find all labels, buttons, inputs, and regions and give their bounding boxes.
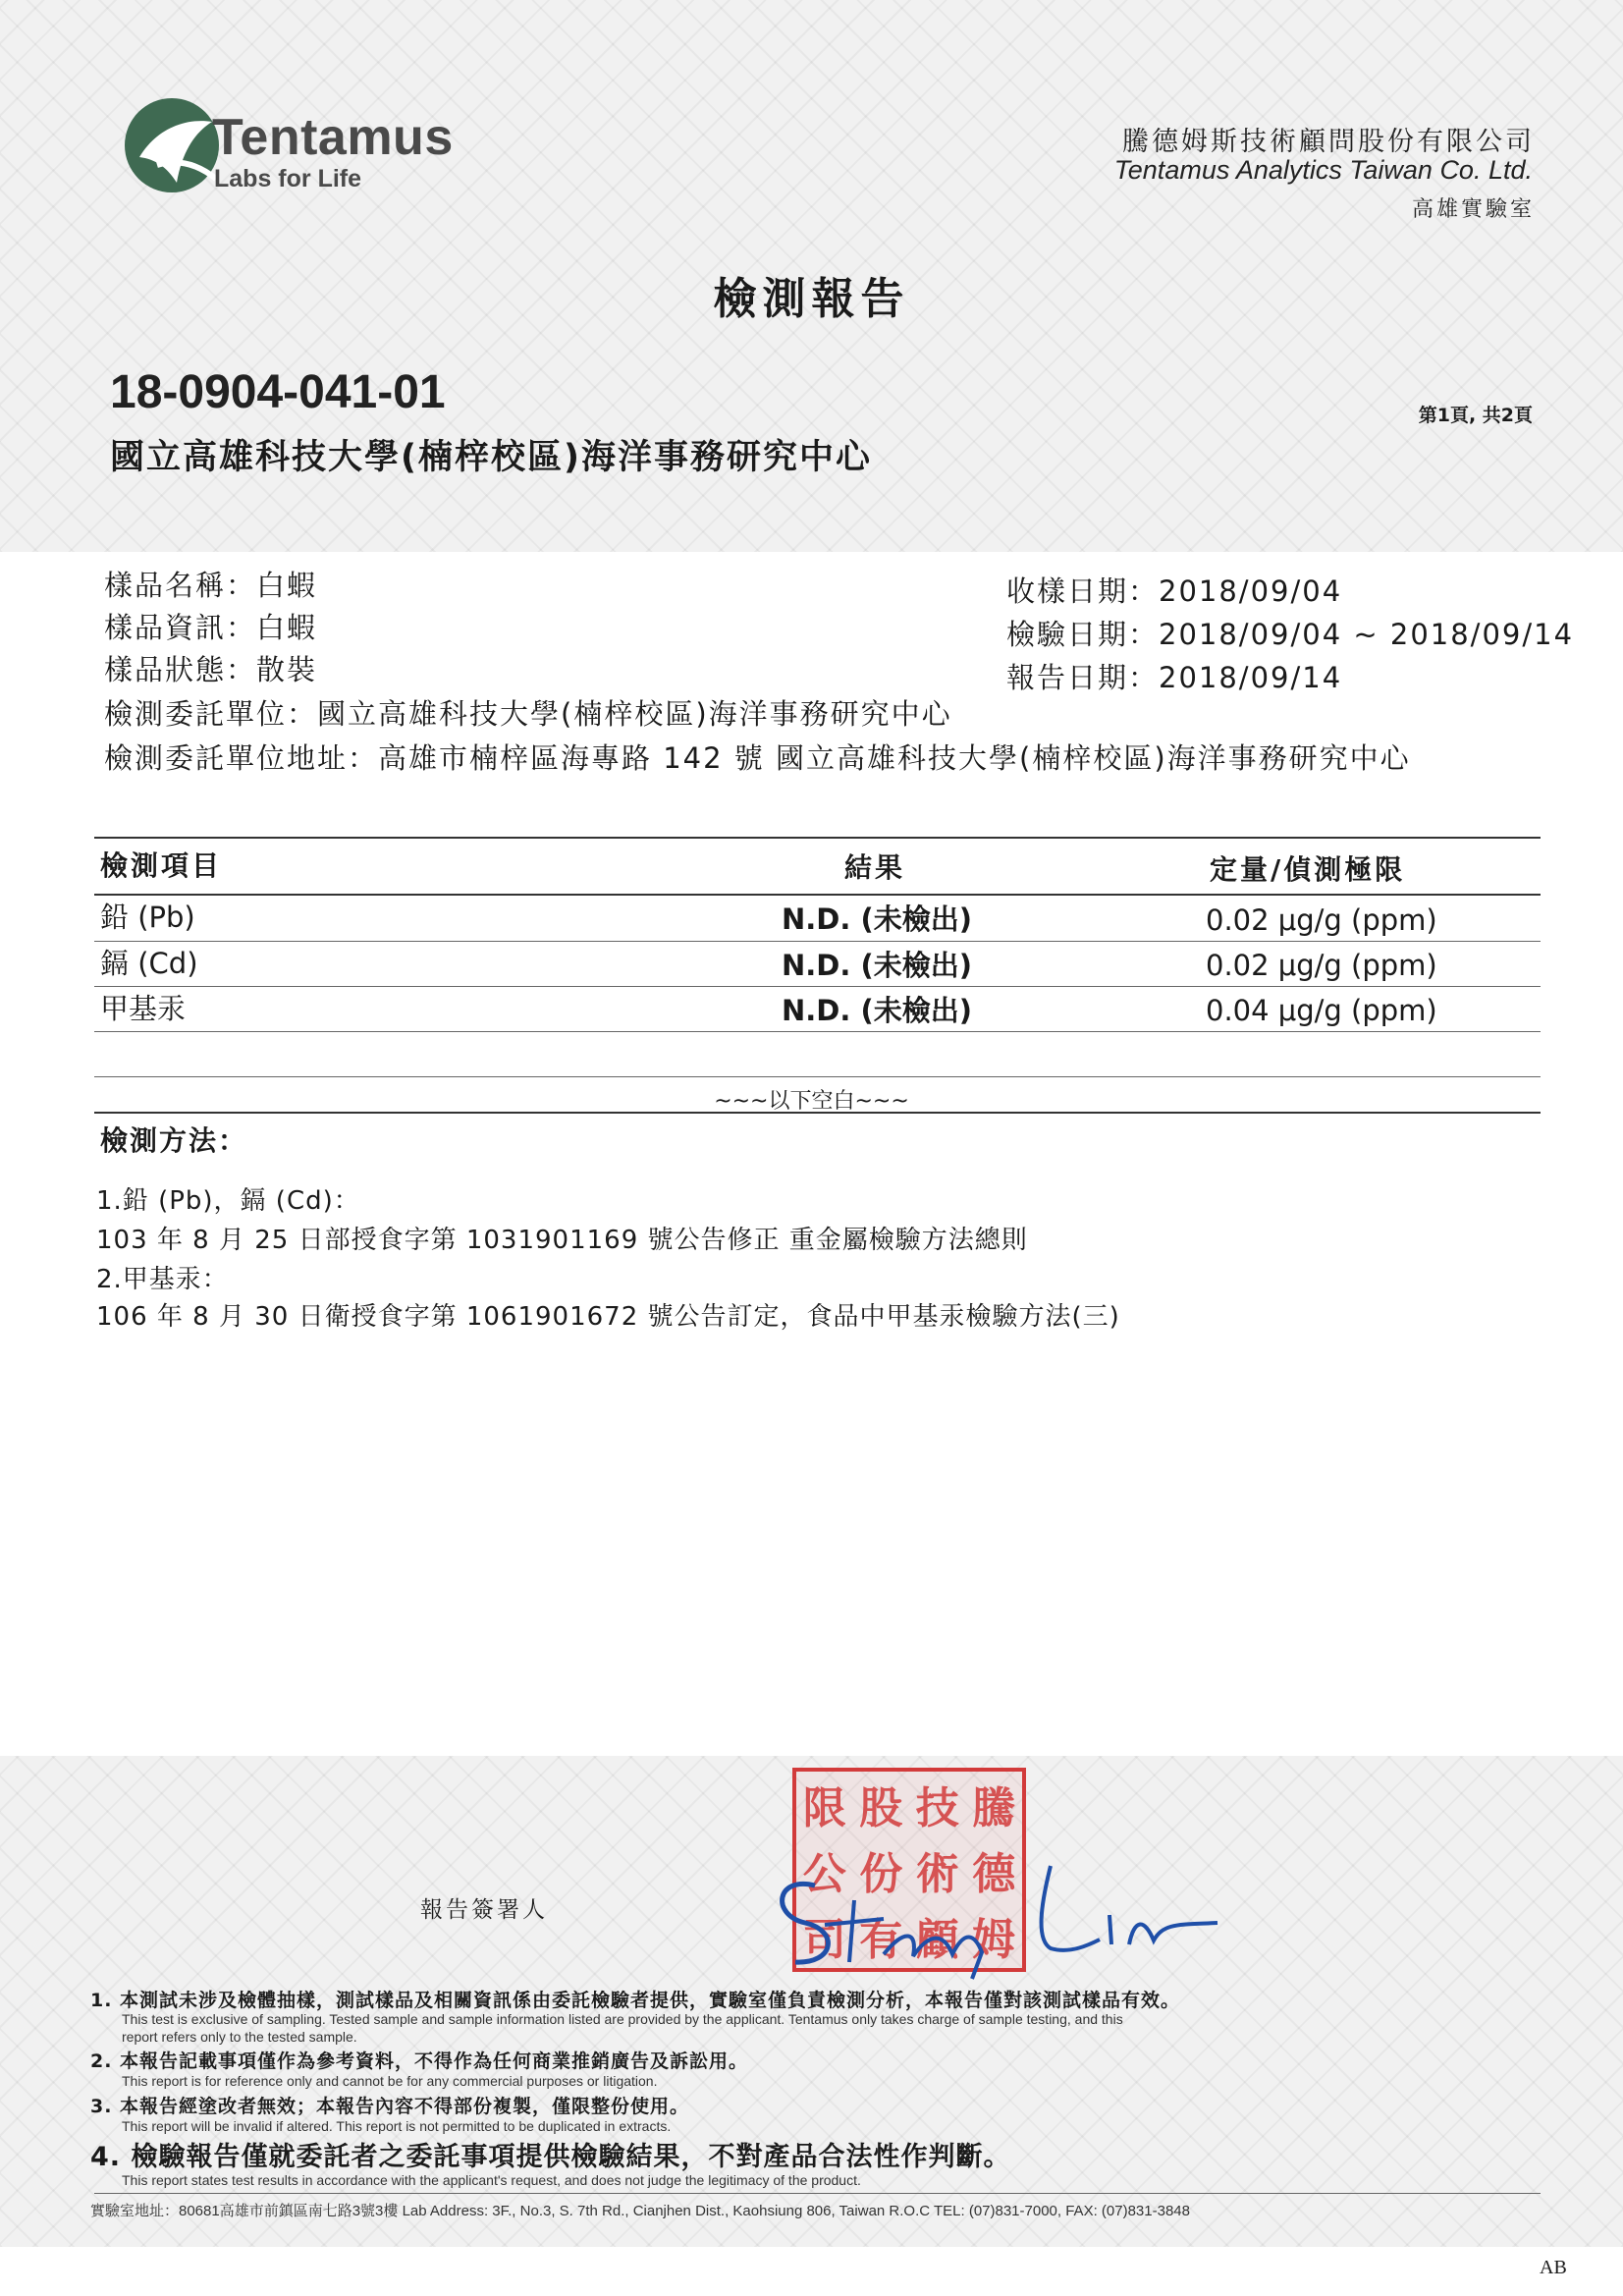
- row-limit: 0.02 μg/g (ppm): [1206, 949, 1437, 982]
- row-result: N.D. (未檢出): [782, 949, 972, 982]
- signatory-label: 報告簽署人: [420, 1897, 548, 1923]
- row-limit: 0.02 μg/g (ppm): [1206, 903, 1437, 937]
- blank-rule: [94, 1076, 1541, 1077]
- row-rule: [94, 1031, 1541, 1032]
- col-header-limit: 定量/偵測極限: [1210, 853, 1406, 886]
- row-limit: 0.04 μg/g (ppm): [1206, 994, 1437, 1027]
- method-line: 106 年 8 月 30 日衛授食字第 1061901672 號公告訂定，食品中甲基汞檢驗方法(三): [96, 1302, 1120, 1332]
- company-name-en: Tentamus Analytics Taiwan Co. Ltd.: [1113, 155, 1533, 185]
- table-header-rule: [94, 894, 1541, 896]
- note-3-cn: 3. 本報告經塗改者無效；本報告內容不得部份複製，僅限整份使用。: [90, 2096, 690, 2117]
- sample-name: 樣品名稱：白蝦: [104, 569, 318, 602]
- col-header-result: 結果: [844, 851, 906, 884]
- client-title: 國立高雄科技大學(楠梓校區)海洋事務研究中心: [110, 438, 872, 477]
- brand-tagline: Labs for Life: [214, 165, 362, 192]
- row-rule: [94, 941, 1541, 942]
- row-result: N.D. (未檢出): [782, 902, 972, 936]
- sample-state: 樣品狀態：散裝: [104, 653, 318, 686]
- methods-heading: 檢測方法：: [100, 1124, 248, 1157]
- note-2-en: This report is for reference only and cannot be for any commercial purposes or litigation.: [122, 2073, 658, 2089]
- brand-name: Tentamus: [212, 109, 454, 166]
- client-unit: 檢測委託單位：國立高雄科技大學(楠梓校區)海洋事務研究中心: [104, 697, 952, 731]
- test-date: 檢驗日期：2018/09/04 ~ 2018/09/14: [1006, 618, 1575, 651]
- row-item: 鎘 (Cd): [100, 947, 198, 980]
- report-date: 報告日期：2018/09/14: [1006, 661, 1343, 694]
- note-4-cn: 4. 檢驗報告僅就委託者之委託事項提供檢驗結果，不對產品合法性作判斷。: [90, 2142, 1011, 2172]
- note-4-en: This report states test results in accordance with the applicant's request, and does not judge the legitimacy of the product.: [122, 2172, 861, 2188]
- logo-mark-icon: [118, 88, 226, 196]
- note-1-en: This test is exclusive of sampling. Tested sample and sample information listed are provided by the applicant. Tentamus only takes charge of sample testing, and this: [122, 2011, 1123, 2027]
- page-indicator: 第1頁, 共2頁: [1418, 405, 1533, 426]
- row-result: N.D. (未檢出): [782, 994, 972, 1027]
- table-bottom-rule: [94, 1112, 1541, 1114]
- end-marker: ~~~以下空白~~~: [714, 1089, 909, 1114]
- company-name-cn: 騰德姆斯技術顧問股份有限公司: [1122, 127, 1535, 157]
- report-number: 18-0904-041-01: [110, 366, 446, 418]
- row-item: 甲基汞: [100, 992, 187, 1025]
- method-line: 1.鉛 (Pb)，鎘 (Cd)：: [96, 1186, 360, 1216]
- note-2-cn: 2. 本報告記載事項僅作為參考資料，不得作為任何商業推銷廣告及訴訟用。: [90, 2050, 749, 2072]
- signature-scrawl: [756, 1846, 1227, 1984]
- lab-name: 高雄實驗室: [1411, 197, 1535, 222]
- row-item: 鉛 (Pb): [100, 901, 195, 934]
- table-top-rule: [94, 837, 1541, 839]
- initials: AB: [1540, 2257, 1567, 2278]
- lab-address: 實驗室地址：80681高雄市前鎮區南七路3號3樓 Lab Address: 3F., No.3, S. 7th Rd., Cianjhen Dist., Kaohsiung 806, Taiwan R.O.C TEL: (07)831-7000, FAX: (07)831-3848: [90, 2203, 1190, 2219]
- received-date: 收樣日期：2018/09/04: [1006, 574, 1343, 608]
- client-address: 檢測委託單位地址：高雄市楠梓區海專路 142 號 國立高雄科技大學(楠梓校區)海洋事務研究中心: [104, 741, 1411, 775]
- row-rule: [94, 986, 1541, 987]
- note-1-cn: 1. 本測試未涉及檢體抽樣，測試樣品及相關資訊係由委託檢驗者提供，實驗室僅負責檢測分析，本報告僅對該測試樣品有效。: [90, 1990, 1181, 2011]
- method-line: 103 年 8 月 25 日部授食字第 1031901169 號公告修正 重金屬檢驗方法總則: [96, 1226, 1028, 1255]
- report-title: 檢測報告: [713, 274, 910, 324]
- footer-rule: [94, 2193, 1541, 2194]
- company-seal: 限 股 技 騰 公 份 術 德 司 有 顧 姆: [792, 1768, 1026, 1972]
- tentamus-logo: [118, 88, 226, 200]
- note-1-en2: report refers only to the tested sample.: [122, 2029, 357, 2045]
- method-line: 2.甲基汞：: [96, 1265, 229, 1294]
- note-3-en: This report will be invalid if altered. This report is not permitted to be duplicated in extracts.: [122, 2118, 672, 2134]
- sample-info: 樣品資訊：白蝦: [104, 611, 318, 644]
- col-header-item: 檢測項目: [100, 849, 223, 882]
